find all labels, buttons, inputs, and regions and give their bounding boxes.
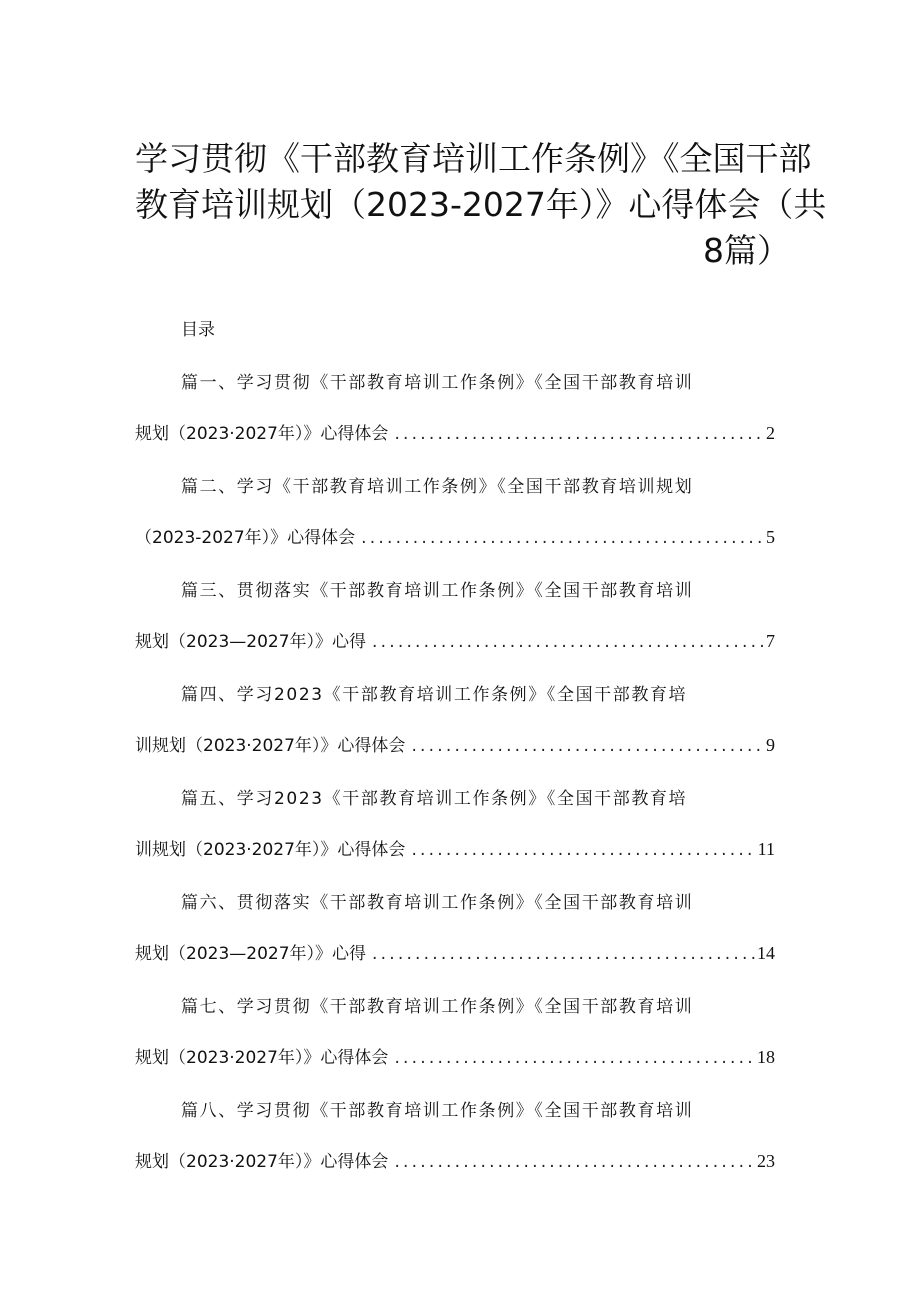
toc-page-number: 5 xyxy=(766,527,775,547)
toc-entry-title-continuation: 规划（2023·2027年）》心得体会 xyxy=(135,424,389,444)
toc-page-number: 9 xyxy=(766,735,775,755)
toc-entry-second-line xyxy=(135,836,775,862)
toc-dot-leader xyxy=(394,1149,755,1175)
toc-entry-second-line xyxy=(135,1044,775,1070)
toc-entry-title-continuation: 训规划（2023·2027年）》心得体会 xyxy=(135,840,406,860)
toc-entry-title-continuation: 规划（2023·2027年）》心得体会 xyxy=(135,1152,389,1172)
toc-entry-6[interactable] xyxy=(135,888,775,966)
toc-dot-leader xyxy=(411,837,755,863)
toc-page-number: 2 xyxy=(766,423,775,443)
toc-dot-leader xyxy=(372,941,755,967)
toc-entry-7[interactable] xyxy=(135,992,775,1070)
title-line-3: 8篇） xyxy=(703,231,790,270)
toc-entry-second-line xyxy=(135,1148,775,1174)
toc-entry-1[interactable] xyxy=(135,368,775,446)
toc-entry-title-continuation: （2023-2027年）》心得体会 xyxy=(135,528,356,548)
toc-page-number: 18 xyxy=(757,1047,775,1067)
toc-dot-leader xyxy=(411,733,764,759)
toc-entry-second-line xyxy=(135,524,775,550)
title-line-1: 学习贯彻《干部教育培训工作条例》《全国干部 xyxy=(135,139,812,178)
toc-entry-second-line xyxy=(135,420,775,446)
toc-dot-leader xyxy=(372,629,764,655)
toc-entry-5[interactable] xyxy=(135,784,775,862)
toc-page-number: 14 xyxy=(757,943,775,963)
toc-entry-title-continuation: 规划（2023—2027年）》心得 xyxy=(135,632,367,652)
toc-dot-leader xyxy=(394,1045,755,1071)
toc-entry-2[interactable] xyxy=(135,472,775,550)
toc-entry-title-line: 篇五、学习2023《干部教育培训工作条例》《全国干部教育培 xyxy=(181,789,688,809)
document-title xyxy=(135,136,827,274)
toc-entry-4[interactable] xyxy=(135,680,775,758)
toc-entry-title-line: 篇三、贯彻落实《干部教育培训工作条例》《全国干部教育培训 xyxy=(181,581,694,601)
toc-entry-second-line xyxy=(135,628,775,654)
toc-entry-title-line: 篇六、贯彻落实《干部教育培训工作条例》《全国干部教育培训 xyxy=(181,893,694,913)
toc-entry-second-line xyxy=(135,732,775,758)
toc-entry-3[interactable] xyxy=(135,576,775,654)
table-of-contents xyxy=(135,368,775,1200)
toc-entry-8[interactable] xyxy=(135,1096,775,1174)
toc-entry-title-line: 篇一、学习贯彻《干部教育培训工作条例》《全国干部教育培训 xyxy=(181,373,694,393)
toc-page-number: 11 xyxy=(757,839,775,859)
toc-dot-leader xyxy=(361,525,764,551)
toc-entry-title-continuation: 规划（2023·2027年）》心得体会 xyxy=(135,1048,389,1068)
toc-entry-title-continuation: 规划（2023—2027年）》心得 xyxy=(135,944,367,964)
toc-dot-leader xyxy=(394,421,764,447)
toc-entry-title-line: 篇二、学习《干部教育培训工作条例》《全国干部教育培训规划 xyxy=(181,477,694,497)
toc-page-number: 7 xyxy=(766,631,775,651)
toc-entry-title-line: 篇八、学习贯彻《干部教育培训工作条例》《全国干部教育培训 xyxy=(181,1101,694,1121)
toc-entry-title-continuation: 训规划（2023·2027年）》心得体会 xyxy=(135,736,406,756)
toc-entry-second-line xyxy=(135,940,775,966)
toc-page-number: 23 xyxy=(757,1151,775,1171)
toc-entry-title-line: 篇四、学习2023《干部教育培训工作条例》《全国干部教育培 xyxy=(181,685,688,705)
title-line-2: 教育培训规划（2023-2027年）》心得体会（共 xyxy=(135,185,827,224)
toc-heading: 目录 xyxy=(181,320,215,340)
toc-entry-title-line: 篇七、学习贯彻《干部教育培训工作条例》《全国干部教育培训 xyxy=(181,997,694,1017)
